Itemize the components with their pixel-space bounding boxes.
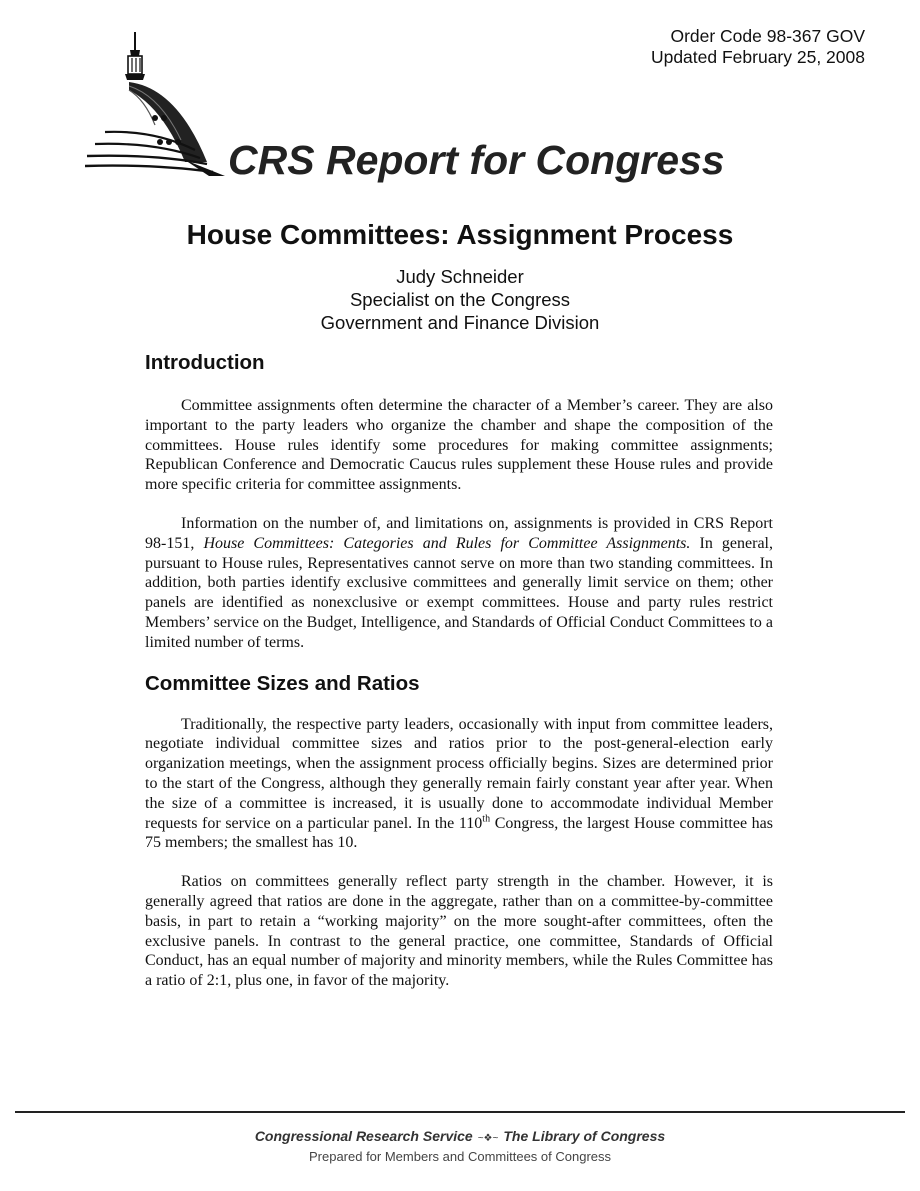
- ornament-icon: ~❖~: [477, 1133, 499, 1144]
- footer-line-2: Prepared for Members and Committees of Congress: [308, 1149, 611, 1164]
- footer: [0, 1127, 920, 1165]
- author-name: Judy Schneider: [396, 266, 524, 287]
- section-heading-sizes-ratios: Committee Sizes and Ratios: [145, 671, 420, 695]
- footer-divider: [15, 1111, 905, 1113]
- author-division: Government and Finance Division: [320, 312, 600, 333]
- paragraph: Information on the number of, and limitations on, assignments is provided in CRS Report 98-151, House Committees: Categories and Rules for Committee Assignments. In general, pursuant to House rules, Representatives cannot serve on more than two standing committees. In addition, both parties identify exclusive committees and generally limit service on them; other panels are identified as nonexclusive or exempt committees. House and party rules restrict Members’ service on the Budget, Intelligence, and Standards of Official Conduct Committees to a limited number of terms.: [145, 514, 774, 651]
- report-citation: House Committees: Categories and Rules for Committee Assignments.: [203, 534, 691, 552]
- paragraph: Committee assignments often determine the character of a Member’s career. They are also important to the party leaders who organize the chamber and shape the composition of the committees. House rules identify some procedures for making committee assignments; Republican Conference and Democratic Caucus rules supplement these House rules and provide more specific criteria for committee assignments.: [145, 397, 773, 494]
- paragraph: Ratios on committees generally reflect party strength in the chamber. However, it is generally agreed that ratios are done in the aggregate, rather than on a committee-by-committee basis, in part to retain a “working majority” on the more sought-after committees, often the exclusive panels. In contrast to the general practice, one committee, Standards of Official Conduct, has an equal number of majority and minority members, while the Rules Committee has a ratio of 2:1, plus one, in favor of the majority.: [145, 873, 773, 990]
- paragraph: Traditionally, the respective party leaders, occasionally with input from committee leaders, negotiate individual committee sizes and ratios prior to the post-general-election early organization meetings, when the assignment process officially begins. Sizes are determined prior to the start of the Congress, although they generally remain fairly constant year after year. When the size of a committee is increased, it is usually done to accommodate individual Member requests for service on a particular panel. In the 110th Congress, the largest House committee has 75 members; the smallest has 10.: [145, 715, 774, 852]
- report-body: [145, 350, 773, 991]
- section-heading-introduction: Introduction: [145, 351, 265, 374]
- author-block: [0, 265, 920, 334]
- footer-line-1: Congressional Research Service ~❖~ The Library of Congress: [254, 1128, 666, 1144]
- updated-date: Updated February 25, 2008: [650, 47, 865, 67]
- order-code: Order Code 98-367 GOV: [670, 26, 865, 46]
- report-name: CRS Report for Congress: [228, 137, 725, 183]
- capitol-dome-icon: [85, 30, 235, 185]
- author-position: Specialist on the Congress: [349, 289, 571, 310]
- order-code-block: [651, 26, 865, 68]
- page-title: House Committees: Assignment Process: [186, 219, 734, 250]
